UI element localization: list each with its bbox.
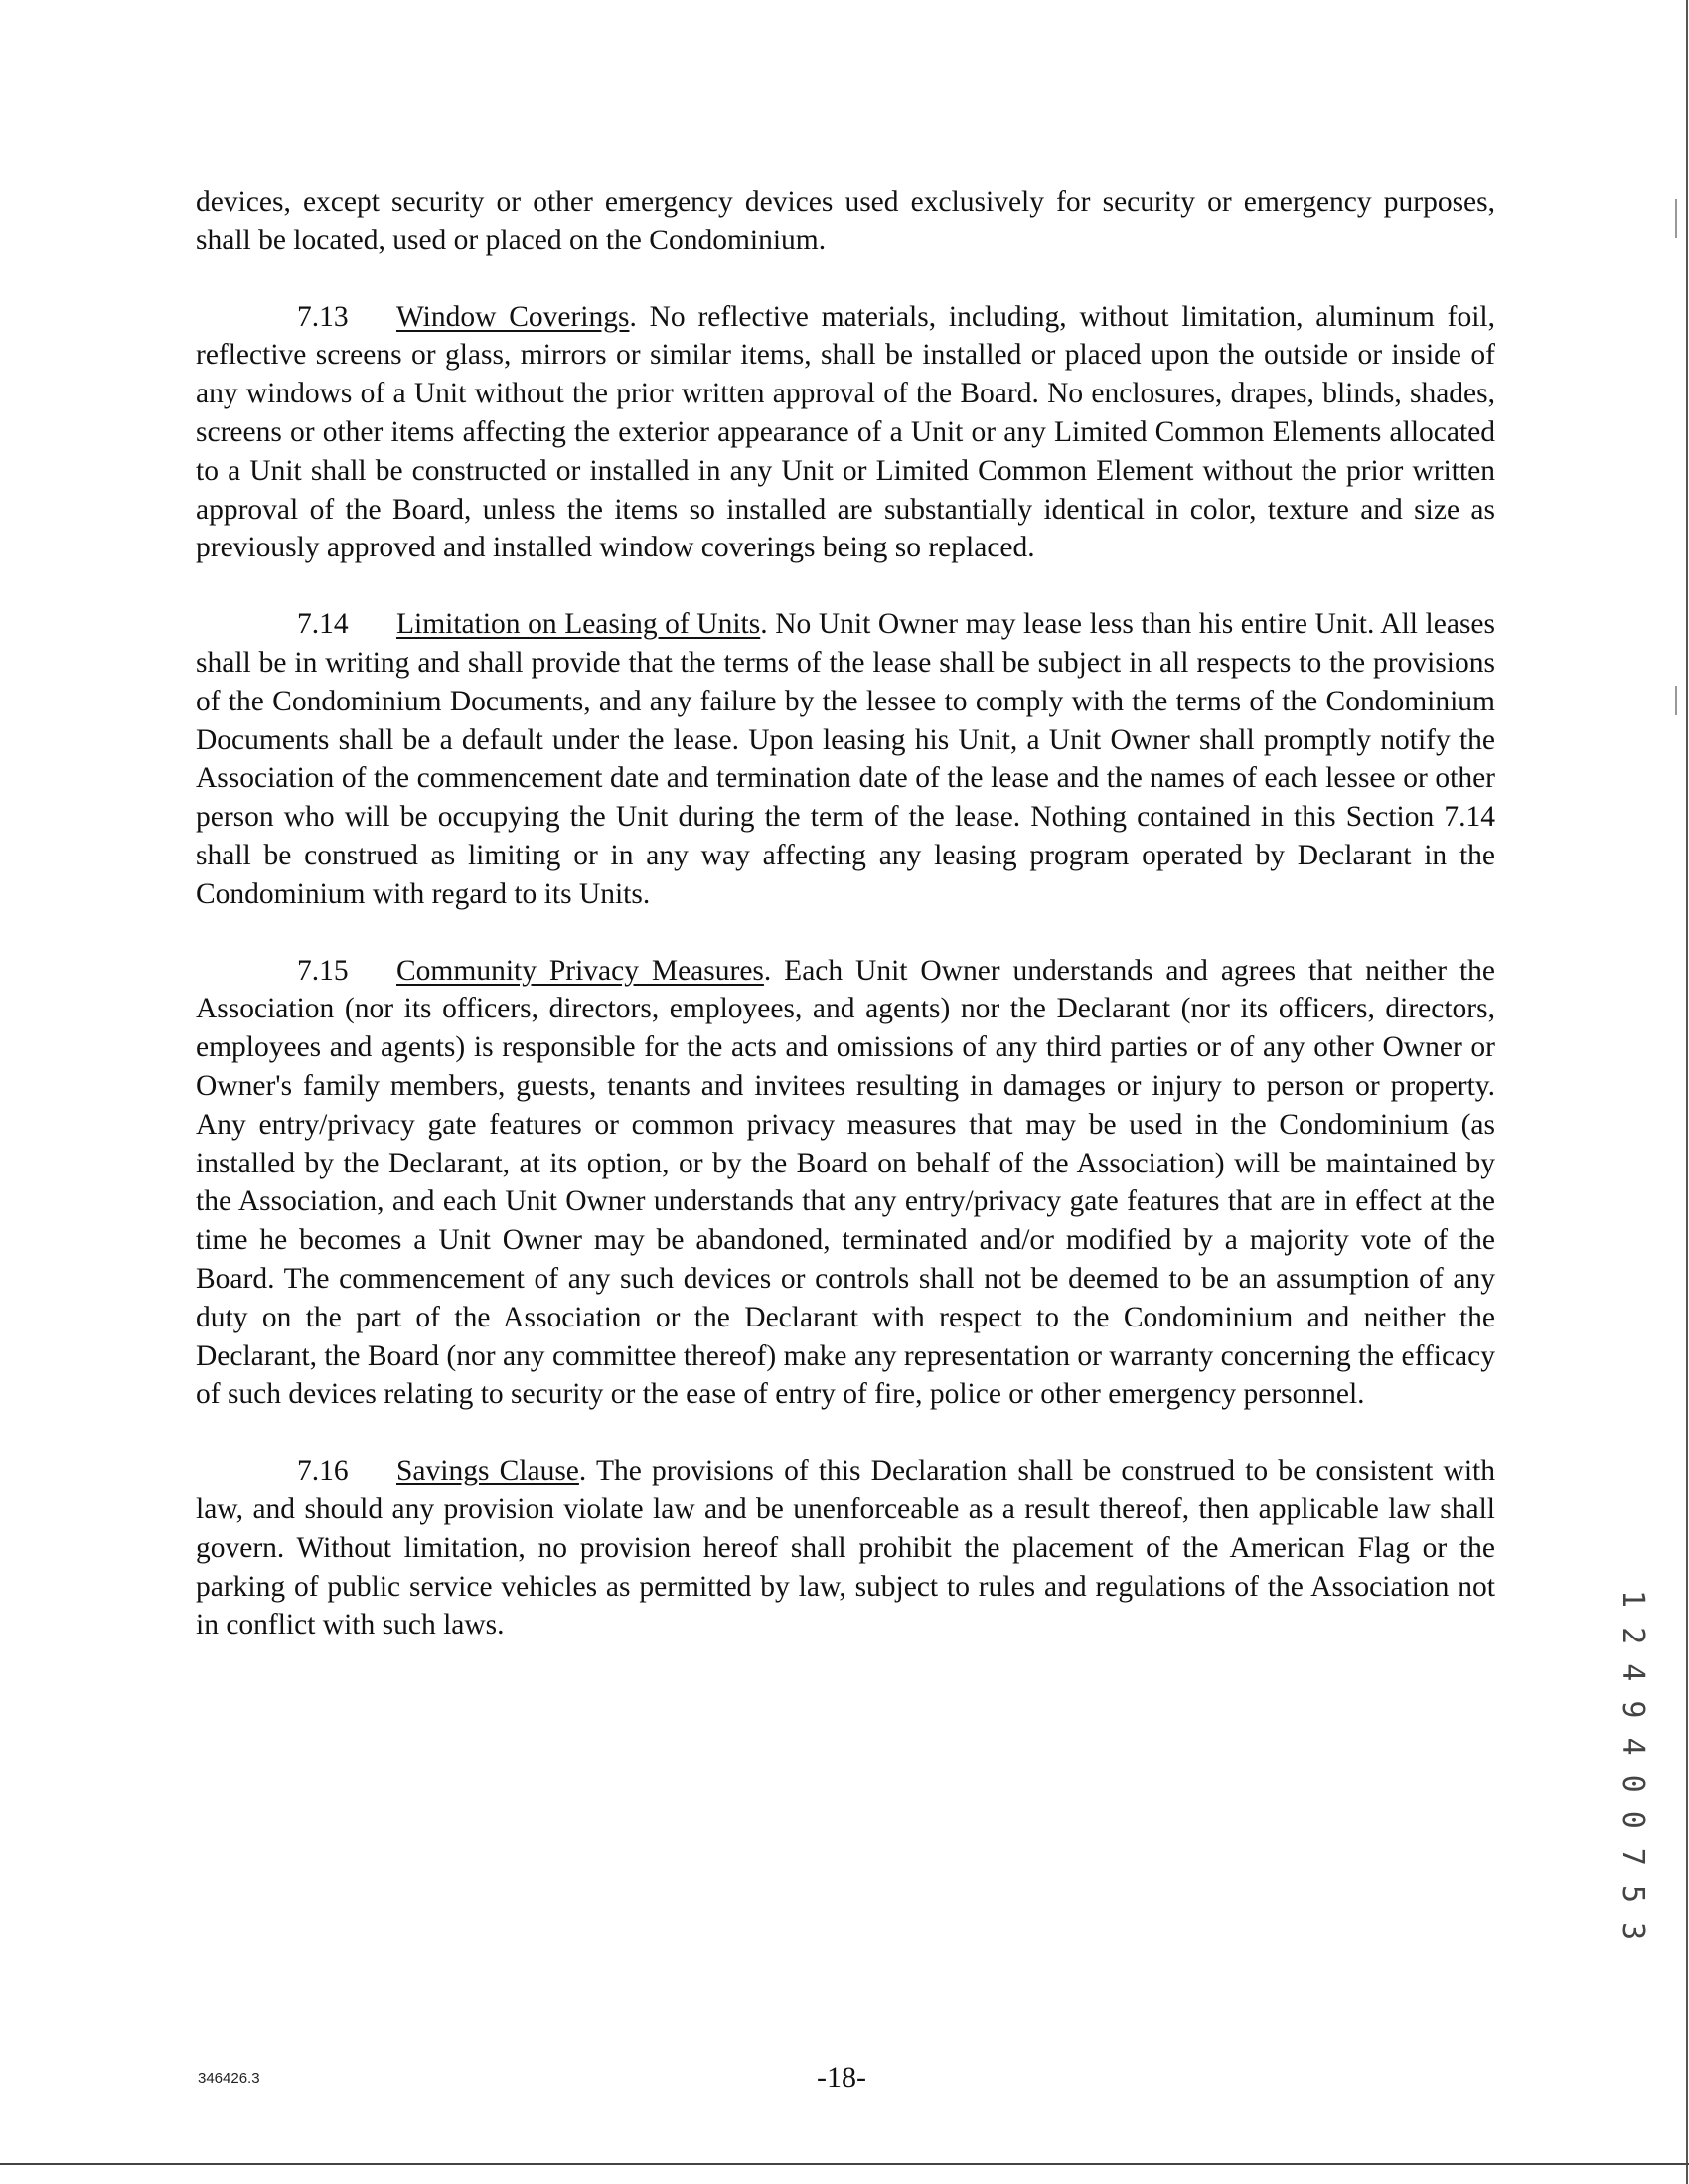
- page-number: -18-: [817, 2061, 866, 2094]
- scan-edge-line: [1686, 0, 1688, 2184]
- section-title: Community Privacy Measures: [396, 954, 764, 987]
- section-body: The provisions of this Declaration shall be construed to be consistent with law, and should any provision violate law and be unenforceable as a result thereof, then applicable law shall govern. Without limitation, no provision hereof shall prohibit the placement of the American Flag or the parking of public service vehicles as permitted by law, subject to rules and regulations of the Association not in conflict with such laws.: [196, 1455, 1496, 1641]
- recording-stamp-text: 1 2 4 9 4 0 0 7 5 3: [1615, 1590, 1650, 1941]
- section-7-14: 7.14 Limitation on Leasing of Units. No Unit Owner may lease less than his entire Unit. All leases shall be in writing and shall provide that the terms of the lease shall be subject in all respects to the provisions of the Condominium Documents, and any failure by the lessee to comply with the terms of the Condominium Documents shall be a default under the lease. Upon leasing his Unit, a Unit Owner shall promptly notify the Association of the commencement date and termination date of the lease and the names of each lessee or other person who will be occupying the Unit during the term of the lease. Nothing contained in this Section 7.14 shall be construed as limiting or in any way affecting any leasing program operated by Declarant in the Condominium with regard to its Units.: [196, 605, 1495, 913]
- document-id: 346426.3: [198, 2070, 260, 2087]
- section-number: 7.14: [297, 608, 349, 641]
- section-body: Each Unit Owner understands and agrees that neither the Association (nor its officers, directors, employees, and agents) nor the Declarant (nor its officers, directors, employees and agents) is responsible for the acts and omissions of any third parties or of any other Owner or Owner's family members, guests, tenants and invitees resulting in damages or injury to person or property. Any entry/privacy gate features or common privacy measures that may be used in the Condominium (as installed by the Declarant, at its option, or by the Board on behalf of the Association) will be maintained by the Association, and each Unit Owner understands that any entry/privacy gate features that are in effect at the time he becomes a Unit Owner may be abandoned, terminated and/or modified by a majority vote of the Board. The commencement of any such devices or controls shall not be deemed to be an assumption of any duty on the part of the Association or the Declarant with respect to the Condominium and neither the Declarant, the Board (nor any committee thereof) make any representation or warranty concerning the efficacy of such devices relating to security or the ease of entry of fire, police or other emergency personnel.: [196, 954, 1495, 1411]
- section-number: 7.16: [297, 1455, 349, 1487]
- section-7-16: 7.16 Savings Clause. The provisions of this Declaration shall be construed to be consistent with law, and should any provision violate law and be unenforceable as a result thereof, then applicable law shall govern. Without limitation, no provision hereof shall prohibit the placement of the American Flag or the parking of public service vehicles as permitted by law, subject to rules and regulations of the Association not in conflict with such laws.: [196, 1452, 1495, 1644]
- section-7-15: 7.15 Community Privacy Measures. Each Unit Owner understands and agrees that neither the Association (nor its officers, directors, employees, and agents) nor the Declarant (nor its officers, directors, employees and agents) is responsible for the acts and omissions of any third parties or of any other Owner or Owner's family members, guests, tenants and invitees resulting in damages or injury to person or property. Any entry/privacy gate features or common privacy measures that may be used in the Condominium (as installed by the Declarant, at its option, or by the Board on behalf of the Association) will be maintained by the Association, and each Unit Owner understands that any entry/privacy gate features that are in effect at the time he becomes a Unit Owner may be abandoned, terminated and/or modified by a majority vote of the Board. The commencement of any such devices or controls shall not be deemed to be an assumption of any duty on the part of the Association or the Declarant with respect to the Condominium and neither the Declarant, the Board (nor any committee thereof) make any representation or warranty concerning the efficacy of such devices relating to security or the ease of entry of fire, police or other emergency personnel.: [196, 952, 1495, 1415]
- continuation-paragraph: devices, except security or other emergency devices used exclusively for security or emergency purposes, shall be located, used or placed on the Condominium.: [196, 186, 1495, 256]
- section-body: No Unit Owner may lease less than his entire Unit. All leases shall be in writing and shall provide that the terms of the lease shall be subject in all respects to the provisions of the Condominium Documents, and any failure by the lessee to comply with the terms of the Condominium Documents shall be a default under the lease. Upon leasing his Unit, a Unit Owner shall promptly notify the Association of the commencement date and termination date of the lease and the names of each lessee or other person who will be occupying the Unit during the term of the lease. Nothing contained in this Section 7.14 shall be construed as limiting or in any way affecting any leasing program operated by Declarant in the Condominium with regard to its Units.: [196, 608, 1495, 910]
- scan-mark: [1675, 686, 1677, 715]
- scan-mark: [1675, 199, 1677, 238]
- section-number: 7.15: [297, 954, 349, 987]
- section-title: Savings Clause: [396, 1455, 579, 1487]
- scan-bottom-line: [0, 2163, 1689, 2165]
- section-7-13: 7.13 Window Coverings. No reflective materials, including, without limitation, aluminum foil, reflective screens or glass, mirrors or similar items, shall be installed or placed upon the outside or inside of any windows of a Unit without the prior written approval of the Board. No enclosures, drapes, blinds, shades, screens or other items affecting the exterior appearance of a Unit or any Limited Common Elements allocated to a Unit shall be constructed or installed in any Unit or Limited Common Element without the prior written approval of the Board, unless the items so installed are substantially identical in color, texture and size as previously approved and installed window coverings being so replaced.: [196, 298, 1495, 568]
- recording-stamp: [1614, 1590, 1656, 1941]
- section-number: 7.13: [297, 300, 349, 333]
- section-title: Limitation on Leasing of Units: [396, 608, 761, 641]
- section-title: Window Coverings: [396, 300, 630, 333]
- document-body: [196, 183, 1495, 1682]
- section-body: No reflective materials, including, without limitation, aluminum foil, reflective screens or glass, mirrors or similar items, shall be installed or placed upon the outside or inside of any windows of a Unit without the prior written approval of the Board. No enclosures, drapes, blinds, shades, screens or other items affecting the exterior appearance of a Unit or any Limited Common Elements allocated to a Unit shall be constructed or installed in any Unit or Limited Common Element without the prior written approval of the Board, unless the items so installed are substantially identical in color, texture and size as previously approved and installed window coverings being so replaced.: [196, 300, 1495, 564]
